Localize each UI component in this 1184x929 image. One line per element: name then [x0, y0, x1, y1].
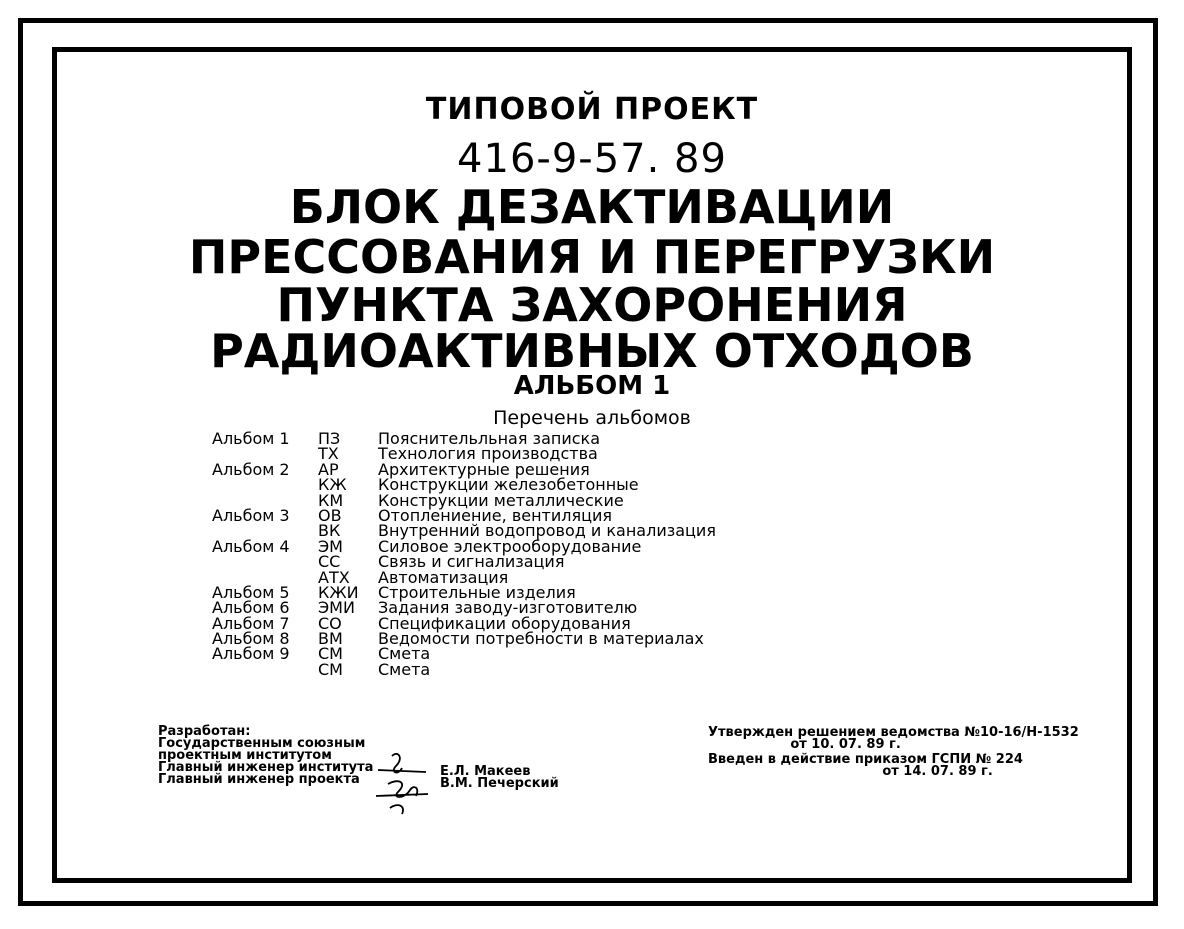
album-list-album: Альбом 1	[212, 429, 290, 448]
title-line-1: БЛОК ДЕЗАКТИВАЦИИ	[289, 180, 895, 234]
album-list-code: КЖ	[318, 475, 347, 495]
signers-block	[440, 766, 559, 790]
signature-image	[368, 748, 438, 820]
album-list-desc: Технология производства	[378, 444, 598, 464]
album-list-album: Альбом 9	[212, 644, 290, 664]
album-list-code: СС	[318, 552, 341, 572]
developer-line: Главный инженер института	[158, 760, 374, 775]
title-line-4: РАДИОАКТИВНЫХ ОТХОДОВ	[210, 324, 974, 378]
album-list-desc: Ведомости потребности в материалах	[378, 629, 704, 649]
developer-line: Главный инженер проекта	[158, 772, 360, 787]
album-list-description-column	[378, 431, 838, 677]
album-list-code: ЭМ	[318, 536, 343, 556]
album-list-title: Перечень альбомов	[493, 407, 691, 429]
album-list-code: ОВ	[318, 505, 342, 525]
album-list-album	[212, 477, 307, 492]
album-list-desc: Внутренний водопровод и канализация	[378, 521, 716, 541]
album-list-album: Альбом 3	[212, 505, 290, 525]
album-list-desc: Конструкции металлические	[378, 490, 624, 510]
album-list-code: АР	[318, 459, 339, 479]
album-list-code: ВМ	[318, 629, 343, 649]
signer-name: Е.Л. Макеев	[440, 764, 531, 779]
album-list-album: Альбом 6	[212, 598, 290, 618]
album-list-album-column	[212, 431, 307, 677]
developer-line: проектным институтом	[158, 748, 332, 763]
album-list-album	[212, 554, 307, 569]
album-list-desc: Задания заводу-изготовителю	[378, 598, 638, 618]
album-list-code: КЖИ	[318, 582, 359, 602]
album-list-desc: Связь и сигнализация	[378, 552, 565, 572]
signer-name: В.М. Печерский	[440, 776, 559, 791]
album-list-code: СМ	[318, 644, 343, 664]
album-list-code: КМ	[318, 490, 344, 510]
album-list-desc: Смета	[378, 644, 431, 664]
album-list-code: СО	[318, 613, 342, 633]
album-number: АЛЬБОМ 1	[513, 371, 671, 401]
album-list-desc: Смета	[378, 659, 431, 679]
album-list-code: АТХ	[318, 567, 350, 587]
album-list-desc: Автоматизация	[378, 567, 509, 587]
approval-block	[708, 727, 1079, 778]
album-list-code: ТХ	[318, 444, 339, 464]
album-list-code: ВК	[318, 521, 341, 541]
album-list-album: Альбом 8	[212, 629, 290, 649]
album-list-album: Альбом 4	[212, 536, 290, 556]
album-list-code: СМ	[318, 659, 343, 679]
album-list-desc: Силовое электрооборудование	[378, 536, 642, 556]
project-kind: ТИПОВОЙ ПРОЕКТ	[425, 92, 759, 127]
album-list-code-column	[318, 431, 373, 677]
approval-date: от 10. 07. 89 г.	[790, 737, 901, 752]
album-list-desc: Пояснительльная записка	[378, 429, 600, 448]
enactment-order: Введен в действие приказом ГСПИ № 224	[708, 752, 1023, 767]
approval-decision: Утвержден решением ведомства №10-16/Н-1532	[708, 725, 1079, 740]
album-list-desc: Конструкции железобетонные	[378, 475, 639, 495]
album-list-code: ПЗ	[318, 429, 341, 448]
album-list-desc: Отоплениение, вентиляция	[378, 505, 613, 525]
album-list-desc: Строительные изделия	[378, 582, 576, 602]
album-list-desc: Архитектурные решения	[378, 459, 590, 479]
enactment-date: от 14. 07. 89 г.	[882, 764, 993, 779]
title-line-3: ПУНКТА ЗАХОРОНЕНИЯ	[276, 278, 908, 332]
album-list-album	[212, 662, 307, 677]
title-line-2: ПРЕССОВАНИЯ И ПЕРЕГРУЗКИ	[188, 230, 996, 284]
album-list-album: Альбом 7	[212, 613, 290, 633]
album-list-code: ЭМИ	[318, 598, 355, 618]
album-list-album: Альбом 2	[212, 459, 290, 479]
album-list-desc: Спецификации оборудования	[378, 613, 631, 633]
developer-heading: Разработан:	[158, 724, 251, 739]
developer-block	[158, 726, 373, 786]
developer-line: Государственным союзным	[158, 736, 366, 751]
project-code: 416-9-57. 89	[457, 136, 727, 182]
album-list-album: Альбом 5	[212, 582, 290, 602]
